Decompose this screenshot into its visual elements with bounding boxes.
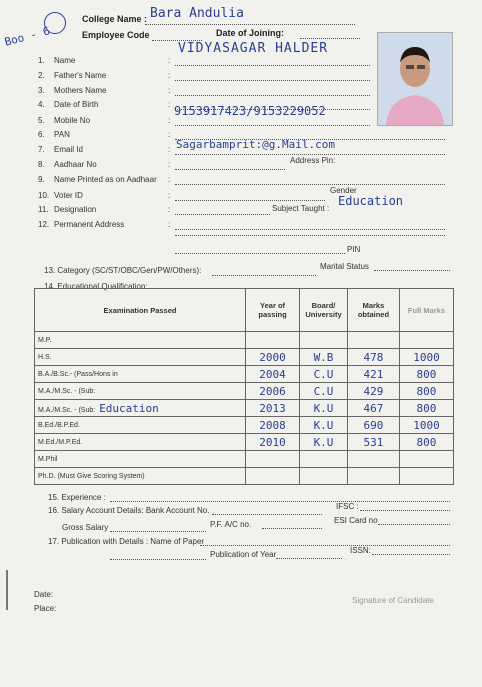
field-colon: : — [168, 116, 171, 125]
board-cell: C.U — [300, 383, 348, 400]
experience-line — [110, 501, 450, 502]
marks-cell — [347, 468, 399, 485]
exam-label: B.Ed./B.P.Ed. — [38, 421, 80, 429]
table-row — [35, 400, 454, 417]
margin-note-circle — [44, 12, 66, 34]
full-cell: 800 — [399, 366, 453, 383]
ifsc-label: IFSC : — [336, 502, 359, 511]
ifsc-line — [360, 510, 450, 511]
table-row — [35, 434, 454, 451]
field-line — [175, 80, 370, 81]
category-line — [212, 275, 316, 276]
year-cell: 2010 — [246, 434, 300, 451]
field-label: Aadhaar No — [54, 160, 97, 169]
subject-taught-label: Subject Taught : — [272, 204, 330, 213]
field-number: 12. — [38, 220, 50, 229]
experience-label: 15. Experience : — [48, 493, 106, 502]
field-colon: : — [168, 86, 171, 95]
header-full-marks: Full Marks — [399, 289, 453, 332]
field-number: 4. — [38, 100, 45, 109]
place-label: Place: — [34, 604, 57, 613]
field-label: Mothers Name — [54, 86, 107, 95]
field-label: Mobile No — [54, 116, 91, 125]
year-cell — [246, 468, 300, 485]
joining-line — [300, 38, 360, 39]
issn-label: ISSN: — [350, 546, 371, 555]
header-year: Year of passing — [246, 289, 300, 332]
field-line — [175, 229, 445, 230]
field-number: 9. — [38, 175, 45, 184]
college-name-value: Bara Andulia — [150, 6, 244, 21]
esi-line — [378, 524, 450, 525]
field-label: Date of Birth — [54, 100, 99, 109]
field-colon: : — [168, 56, 171, 65]
exam-label: M.Ed./M.P.Ed. — [38, 438, 83, 446]
exam-cell — [35, 383, 246, 400]
exam-label: H.S. — [38, 353, 52, 361]
field-label: Name — [54, 56, 76, 65]
table-row — [35, 349, 454, 366]
field-colon: : — [168, 205, 171, 214]
table-header-row — [35, 289, 454, 332]
field-number: 11. — [38, 205, 49, 214]
exam-cell — [35, 349, 246, 366]
subject-taught-value: Education — [338, 194, 404, 208]
field-line — [175, 125, 370, 126]
field-number: 3. — [38, 86, 45, 95]
table-row — [35, 468, 454, 485]
hole-punch-mark — [6, 570, 8, 610]
publication-label: 17. Publication with Details : Name of Paper — [48, 537, 205, 546]
exam-cell — [35, 451, 246, 468]
field-line — [175, 200, 325, 201]
header-marks: Marks obtained — [347, 289, 399, 332]
email-value: Sagarbamprit:@g.Mail.com — [176, 138, 335, 151]
publication-line-2 — [110, 559, 206, 560]
marks-cell: 429 — [347, 383, 399, 400]
employee-code-label: Employee Code — [82, 30, 150, 40]
education-title: 14. Educational Qualification: — [44, 282, 148, 291]
exam-label: B.A./B.Sc.- (Pass/Hons in — [38, 370, 118, 378]
pf-line — [262, 528, 322, 529]
exam-label: M.A./M.Sc. - (Sub: — [38, 406, 96, 414]
year-cell: 2004 — [246, 366, 300, 383]
date-label: Date: — [34, 590, 54, 599]
full-cell: 1000 — [399, 417, 453, 434]
full-cell: 800 — [399, 383, 453, 400]
exam-cell — [35, 434, 246, 451]
field-label: Designation — [54, 205, 97, 214]
portrait-image — [378, 33, 452, 125]
board-cell: C.U — [300, 366, 348, 383]
field-colon: : — [168, 130, 171, 139]
issn-line — [372, 554, 450, 555]
field-colon: : — [168, 160, 171, 169]
table-row — [35, 366, 454, 383]
category-label: 13. Category (SC/ST/OBC/Gen/PW/Others): — [44, 266, 202, 275]
board-cell: K.U — [300, 417, 348, 434]
field-label: Father's Name — [54, 71, 107, 80]
signature-label: Signature of Candidate — [352, 596, 434, 605]
gross-salary-line — [110, 531, 206, 532]
exam-label: M.P. — [38, 336, 52, 344]
table-row — [35, 451, 454, 468]
field-number: 5. — [38, 116, 45, 125]
board-cell — [300, 451, 348, 468]
exam-cell — [35, 400, 246, 417]
board-cell — [300, 332, 348, 349]
full-cell: 1000 — [399, 349, 453, 366]
header-board: Board/ University — [300, 289, 348, 332]
exam-cell — [35, 417, 246, 434]
pin-label: PIN — [347, 245, 361, 254]
exam-cell — [35, 332, 246, 349]
field-colon: : — [168, 71, 171, 80]
year-cell: 2000 — [246, 349, 300, 366]
full-cell — [399, 468, 453, 485]
table-row — [35, 417, 454, 434]
marks-cell: 478 — [347, 349, 399, 366]
address-line-3 — [175, 253, 345, 254]
year-cell — [246, 332, 300, 349]
board-cell — [300, 468, 348, 485]
exam-cell — [35, 468, 246, 485]
college-line — [145, 24, 355, 25]
pf-label: P.F. A/C no. — [210, 520, 252, 529]
address-pin-label: Address Pin: — [290, 156, 336, 165]
field-colon: : — [168, 145, 171, 154]
exam-cell — [35, 366, 246, 383]
field-number: 8. — [38, 160, 45, 169]
bank-account-line — [212, 514, 322, 515]
field-label: Permanent Address — [54, 220, 125, 229]
field-label: PAN — [54, 130, 70, 139]
field-label: Name Printed as on Aadhaar — [54, 175, 157, 184]
table-row — [35, 332, 454, 349]
board-cell: K.U — [300, 400, 348, 417]
marks-cell: 421 — [347, 366, 399, 383]
field-line — [175, 65, 370, 66]
exam-subject: Education — [99, 401, 159, 415]
marks-cell — [347, 451, 399, 468]
candidate-photo — [377, 32, 453, 126]
board-cell: W.B — [300, 349, 348, 366]
field-line — [175, 214, 270, 215]
header-exam: Examination Passed — [35, 289, 246, 332]
exam-label: Ph.D. (Must Give Scoring System) — [38, 472, 145, 480]
year-cell: 2006 — [246, 383, 300, 400]
field-number: 1. — [38, 56, 45, 65]
marital-status-label: Marital Status — [320, 262, 369, 271]
year-cell: 2008 — [246, 417, 300, 434]
exam-label: M.A./M.Sc. - (Sub: — [38, 387, 96, 395]
full-cell: 800 — [399, 400, 453, 417]
qualification-table — [34, 288, 454, 485]
college-name-label: College Name : — [82, 14, 148, 24]
marks-cell: 690 — [347, 417, 399, 434]
board-cell: K.U — [300, 434, 348, 451]
full-cell — [399, 332, 453, 349]
exam-label: M.Phil — [38, 455, 58, 463]
esi-label: ESI Card no — [334, 516, 378, 525]
field-line — [175, 184, 445, 185]
salary-label: 16. Salary Account Details: Bank Account No. — [48, 506, 210, 515]
name-value: VIDYASAGAR HALDER — [178, 41, 329, 56]
field-colon: : — [168, 100, 171, 109]
table-row — [35, 383, 454, 400]
paper-line — [200, 545, 450, 546]
margin-note: Boo - 6 — [3, 24, 52, 49]
gross-salary-label: Gross Salary — [62, 523, 109, 532]
field-label: Email Id — [54, 145, 83, 154]
field-line — [175, 95, 370, 96]
field-colon: : — [168, 191, 171, 200]
marks-cell — [347, 332, 399, 349]
address-line-2 — [175, 235, 445, 236]
field-colon: : — [168, 175, 171, 184]
mobile-value: 9153917423/9153229052 — [174, 104, 326, 118]
joining-label: Date of Joining: — [216, 28, 284, 38]
field-label: Voter ID — [54, 191, 83, 200]
publication-year-line — [276, 558, 342, 559]
field-line — [175, 154, 445, 155]
year-cell: 2013 — [246, 400, 300, 417]
field-number: 10. — [38, 191, 50, 200]
field-number: 7. — [38, 145, 45, 154]
field-colon: : — [168, 220, 171, 229]
field-number: 6. — [38, 130, 45, 139]
full-cell — [399, 451, 453, 468]
year-cell — [246, 451, 300, 468]
field-line — [175, 169, 285, 170]
marks-cell: 531 — [347, 434, 399, 451]
gender-label: Gender — [330, 186, 357, 195]
full-cell: 800 — [399, 434, 453, 451]
field-number: 2. — [38, 71, 45, 80]
publication-year-label: Publication of Year — [210, 550, 277, 559]
marital-line — [374, 270, 450, 271]
marks-cell: 467 — [347, 400, 399, 417]
